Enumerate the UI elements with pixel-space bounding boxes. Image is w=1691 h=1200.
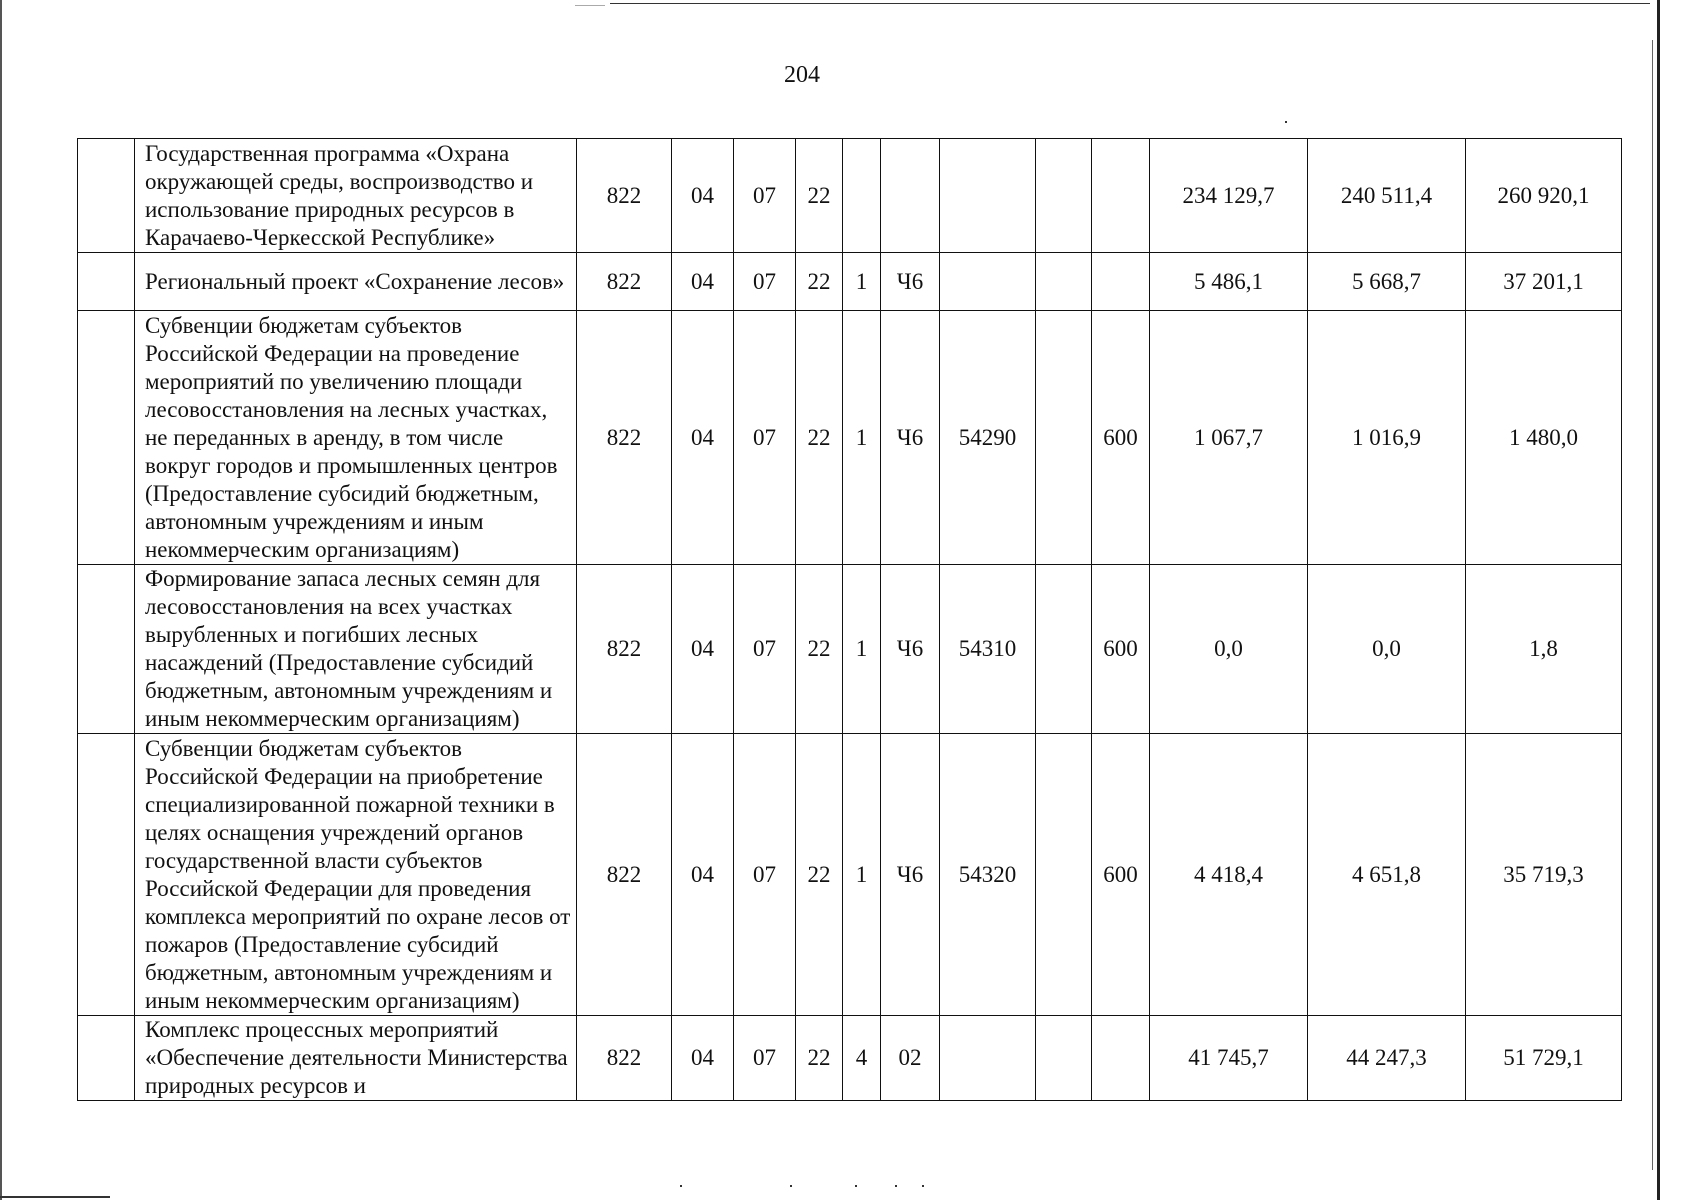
direction-code: [940, 139, 1036, 253]
amount-year-3: 51 729,1: [1466, 1016, 1622, 1101]
amount-year-2: 44 247,3: [1308, 1016, 1466, 1101]
row-number-cell: [78, 253, 135, 311]
ministry-code: 822: [577, 139, 672, 253]
ministry-code: 822: [577, 565, 672, 734]
expense-type-code: [1092, 139, 1150, 253]
amount-year-2: 240 511,4: [1308, 139, 1466, 253]
scan-right-edge: [1657, 0, 1660, 1200]
direction-code: [940, 1016, 1036, 1101]
program-code: 22: [796, 565, 843, 734]
program-code: 22: [796, 734, 843, 1016]
amount-year-1: 4 418,4: [1150, 734, 1308, 1016]
item-name: Формирование запаса лесных семян для лесовосстановления на всех участках вырубленных и погибших лесных насаждений (Предоставление субсидий бюджетным, автономным учреждениям и иным некоммерческим организациям): [135, 565, 577, 734]
subprogram-code: 4: [843, 1016, 881, 1101]
row-number-cell: [78, 139, 135, 253]
amount-year-2: 0,0: [1308, 565, 1466, 734]
ministry-code: 822: [577, 734, 672, 1016]
activity-code: Ч6: [881, 311, 940, 565]
activity-code: Ч6: [881, 253, 940, 311]
scan-dot: [922, 1185, 924, 1187]
subprogram-code: [843, 139, 881, 253]
row-number-cell: [78, 1016, 135, 1101]
activity-code: 02: [881, 1016, 940, 1101]
extra-code: [1036, 311, 1092, 565]
subsection-code: 07: [734, 139, 796, 253]
ministry-code: 822: [577, 253, 672, 311]
row-number-cell: [78, 734, 135, 1016]
extra-code: [1036, 1016, 1092, 1101]
expense-type-code: [1092, 253, 1150, 311]
section-code: 04: [672, 1016, 734, 1101]
scan-dot: [895, 1185, 897, 1187]
program-code: 22: [796, 139, 843, 253]
amount-year-1: 1 067,7: [1150, 311, 1308, 565]
scan-dot: [855, 1185, 857, 1187]
amount-year-3: 1,8: [1466, 565, 1622, 734]
budget-table: [77, 138, 1622, 1101]
extra-code: [1036, 565, 1092, 734]
item-name: Комплекс процессных мероприятий «Обеспечение деятельности Министерства природных ресурсов и: [135, 1016, 577, 1101]
subsection-code: 07: [734, 1016, 796, 1101]
row-number-cell: [78, 311, 135, 565]
amount-year-2: 5 668,7: [1308, 253, 1466, 311]
program-code: 22: [796, 1016, 843, 1101]
subprogram-code: 1: [843, 311, 881, 565]
expense-type-code: [1092, 1016, 1150, 1101]
subsection-code: 07: [734, 734, 796, 1016]
direction-code: 54290: [940, 311, 1036, 565]
amount-year-2: 1 016,9: [1308, 311, 1466, 565]
section-code: 04: [672, 565, 734, 734]
table-row: [78, 734, 1622, 1016]
amount-year-1: 0,0: [1150, 565, 1308, 734]
scan-left-edge: [0, 0, 2, 1200]
item-name: Субвенции бюджетам субъектов Российской Федерации на приобретение специализированной пожарной техники в целях оснащения учреждений органов государственной власти субъектов Российской Федерации для проведения комплекса мероприятий по охране лесов от пожаров (Предоставление субсидий бюджетным, автономным учреждениям и иным некоммерческим организациям): [135, 734, 577, 1016]
scan-right-edge-inner: [1652, 40, 1653, 1170]
amount-year-3: 1 480,0: [1466, 311, 1622, 565]
expense-type-code: 600: [1092, 565, 1150, 734]
extra-code: [1036, 253, 1092, 311]
amount-year-3: 35 719,3: [1466, 734, 1622, 1016]
expense-type-code: 600: [1092, 734, 1150, 1016]
scan-bottom-rule: [0, 1196, 110, 1198]
ministry-code: 822: [577, 311, 672, 565]
page-number: 204: [784, 62, 820, 88]
subprogram-code: 1: [843, 734, 881, 1016]
program-code: 22: [796, 253, 843, 311]
ministry-code: 822: [577, 1016, 672, 1101]
table-row: [78, 253, 1622, 311]
scan-top-rule-faint: [575, 5, 605, 6]
amount-year-1: 5 486,1: [1150, 253, 1308, 311]
subsection-code: 07: [734, 311, 796, 565]
section-code: 04: [672, 253, 734, 311]
expense-type-code: 600: [1092, 311, 1150, 565]
scan-dot: [790, 1185, 792, 1187]
section-code: 04: [672, 139, 734, 253]
table-row: [78, 311, 1622, 565]
subprogram-code: 1: [843, 565, 881, 734]
row-number-cell: [78, 565, 135, 734]
activity-code: Ч6: [881, 565, 940, 734]
amount-year-1: 41 745,7: [1150, 1016, 1308, 1101]
direction-code: 54320: [940, 734, 1036, 1016]
subsection-code: 07: [734, 253, 796, 311]
amount-year-2: 4 651,8: [1308, 734, 1466, 1016]
subsection-code: 07: [734, 565, 796, 734]
scan-dot: [1285, 121, 1287, 123]
direction-code: 54310: [940, 565, 1036, 734]
table-row: [78, 139, 1622, 253]
item-name: Субвенции бюджетам субъектов Российской Федерации на проведение мероприятий по увеличению площади лесовосстановления на лесных участках, не переданных в аренду, в том числе вокруг городов и промышленных центров (Предоставление субсидий бюджетным, автономным учреждениям и иным некоммерческим организациям): [135, 311, 577, 565]
budget-table-body: [78, 139, 1622, 1101]
program-code: 22: [796, 311, 843, 565]
amount-year-3: 37 201,1: [1466, 253, 1622, 311]
extra-code: [1036, 139, 1092, 253]
activity-code: Ч6: [881, 734, 940, 1016]
amount-year-3: 260 920,1: [1466, 139, 1622, 253]
item-name: Региональный проект «Сохранение лесов»: [135, 253, 577, 311]
extra-code: [1036, 734, 1092, 1016]
item-name: Государственная программа «Охрана окружающей среды, воспроизводство и использование природных ресурсов в Карачаево-Черкесской Республике»: [135, 139, 577, 253]
subprogram-code: 1: [843, 253, 881, 311]
section-code: 04: [672, 734, 734, 1016]
scan-top-rule: [610, 3, 1650, 4]
table-row: [78, 565, 1622, 734]
scan-dot: [680, 1185, 682, 1187]
direction-code: [940, 253, 1036, 311]
section-code: 04: [672, 311, 734, 565]
amount-year-1: 234 129,7: [1150, 139, 1308, 253]
activity-code: [881, 139, 940, 253]
table-row: [78, 1016, 1622, 1101]
